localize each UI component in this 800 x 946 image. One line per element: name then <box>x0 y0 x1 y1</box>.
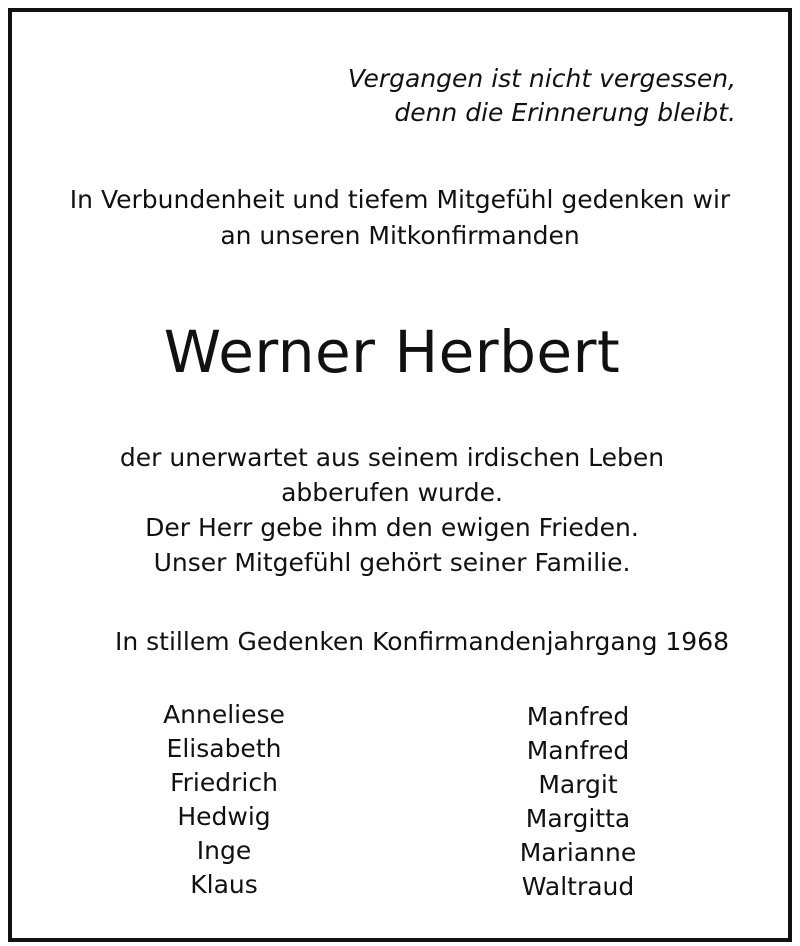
body-line: Der Herr gebe ihm den ewigen Frieden. <box>145 513 639 542</box>
quote-line: denn die Erinnerung bleibt. <box>394 98 736 127</box>
mourner-name: Manfred <box>526 702 630 731</box>
body-line: Unser Mitgefühl gehört seiner Familie. <box>153 548 631 577</box>
body-line: abberufen wurde. <box>281 478 503 507</box>
mourners-list-left <box>124 698 324 902</box>
intro-text <box>12 182 788 254</box>
closing-line: In stillem Gedenken Konfirmandenjahrgang 1968 <box>114 627 730 656</box>
mourners-list-right <box>478 700 678 904</box>
mourner-name: Waltraud <box>521 872 635 901</box>
mourner-name: Margitta <box>525 804 631 833</box>
mourner-name: Marianne <box>519 838 637 867</box>
body-line: der unerwartet aus seinem irdischen Leben <box>119 443 665 472</box>
mourner-name: Hedwig <box>177 802 271 831</box>
intro-line: In Verbundenheit und tiefem Mitgefühl gedenken wir <box>69 185 731 214</box>
quote-line: Vergangen ist nicht vergessen, <box>347 64 736 93</box>
mourner-name: Elisabeth <box>166 734 282 763</box>
memorial-quote <box>348 62 736 130</box>
deceased-name: Werner Herbert <box>163 318 621 386</box>
obituary-notice <box>8 8 792 942</box>
mourner-name: Inge <box>196 836 252 865</box>
mourner-name: Margit <box>538 770 618 799</box>
mourner-name: Friedrich <box>170 768 278 797</box>
body-text <box>12 440 772 580</box>
mourner-name: Anneliese <box>163 700 285 729</box>
intro-line: an unseren Mitkonfirmanden <box>220 221 580 250</box>
mourner-name: Klaus <box>190 870 258 899</box>
mourner-name: Manfred <box>526 736 630 765</box>
